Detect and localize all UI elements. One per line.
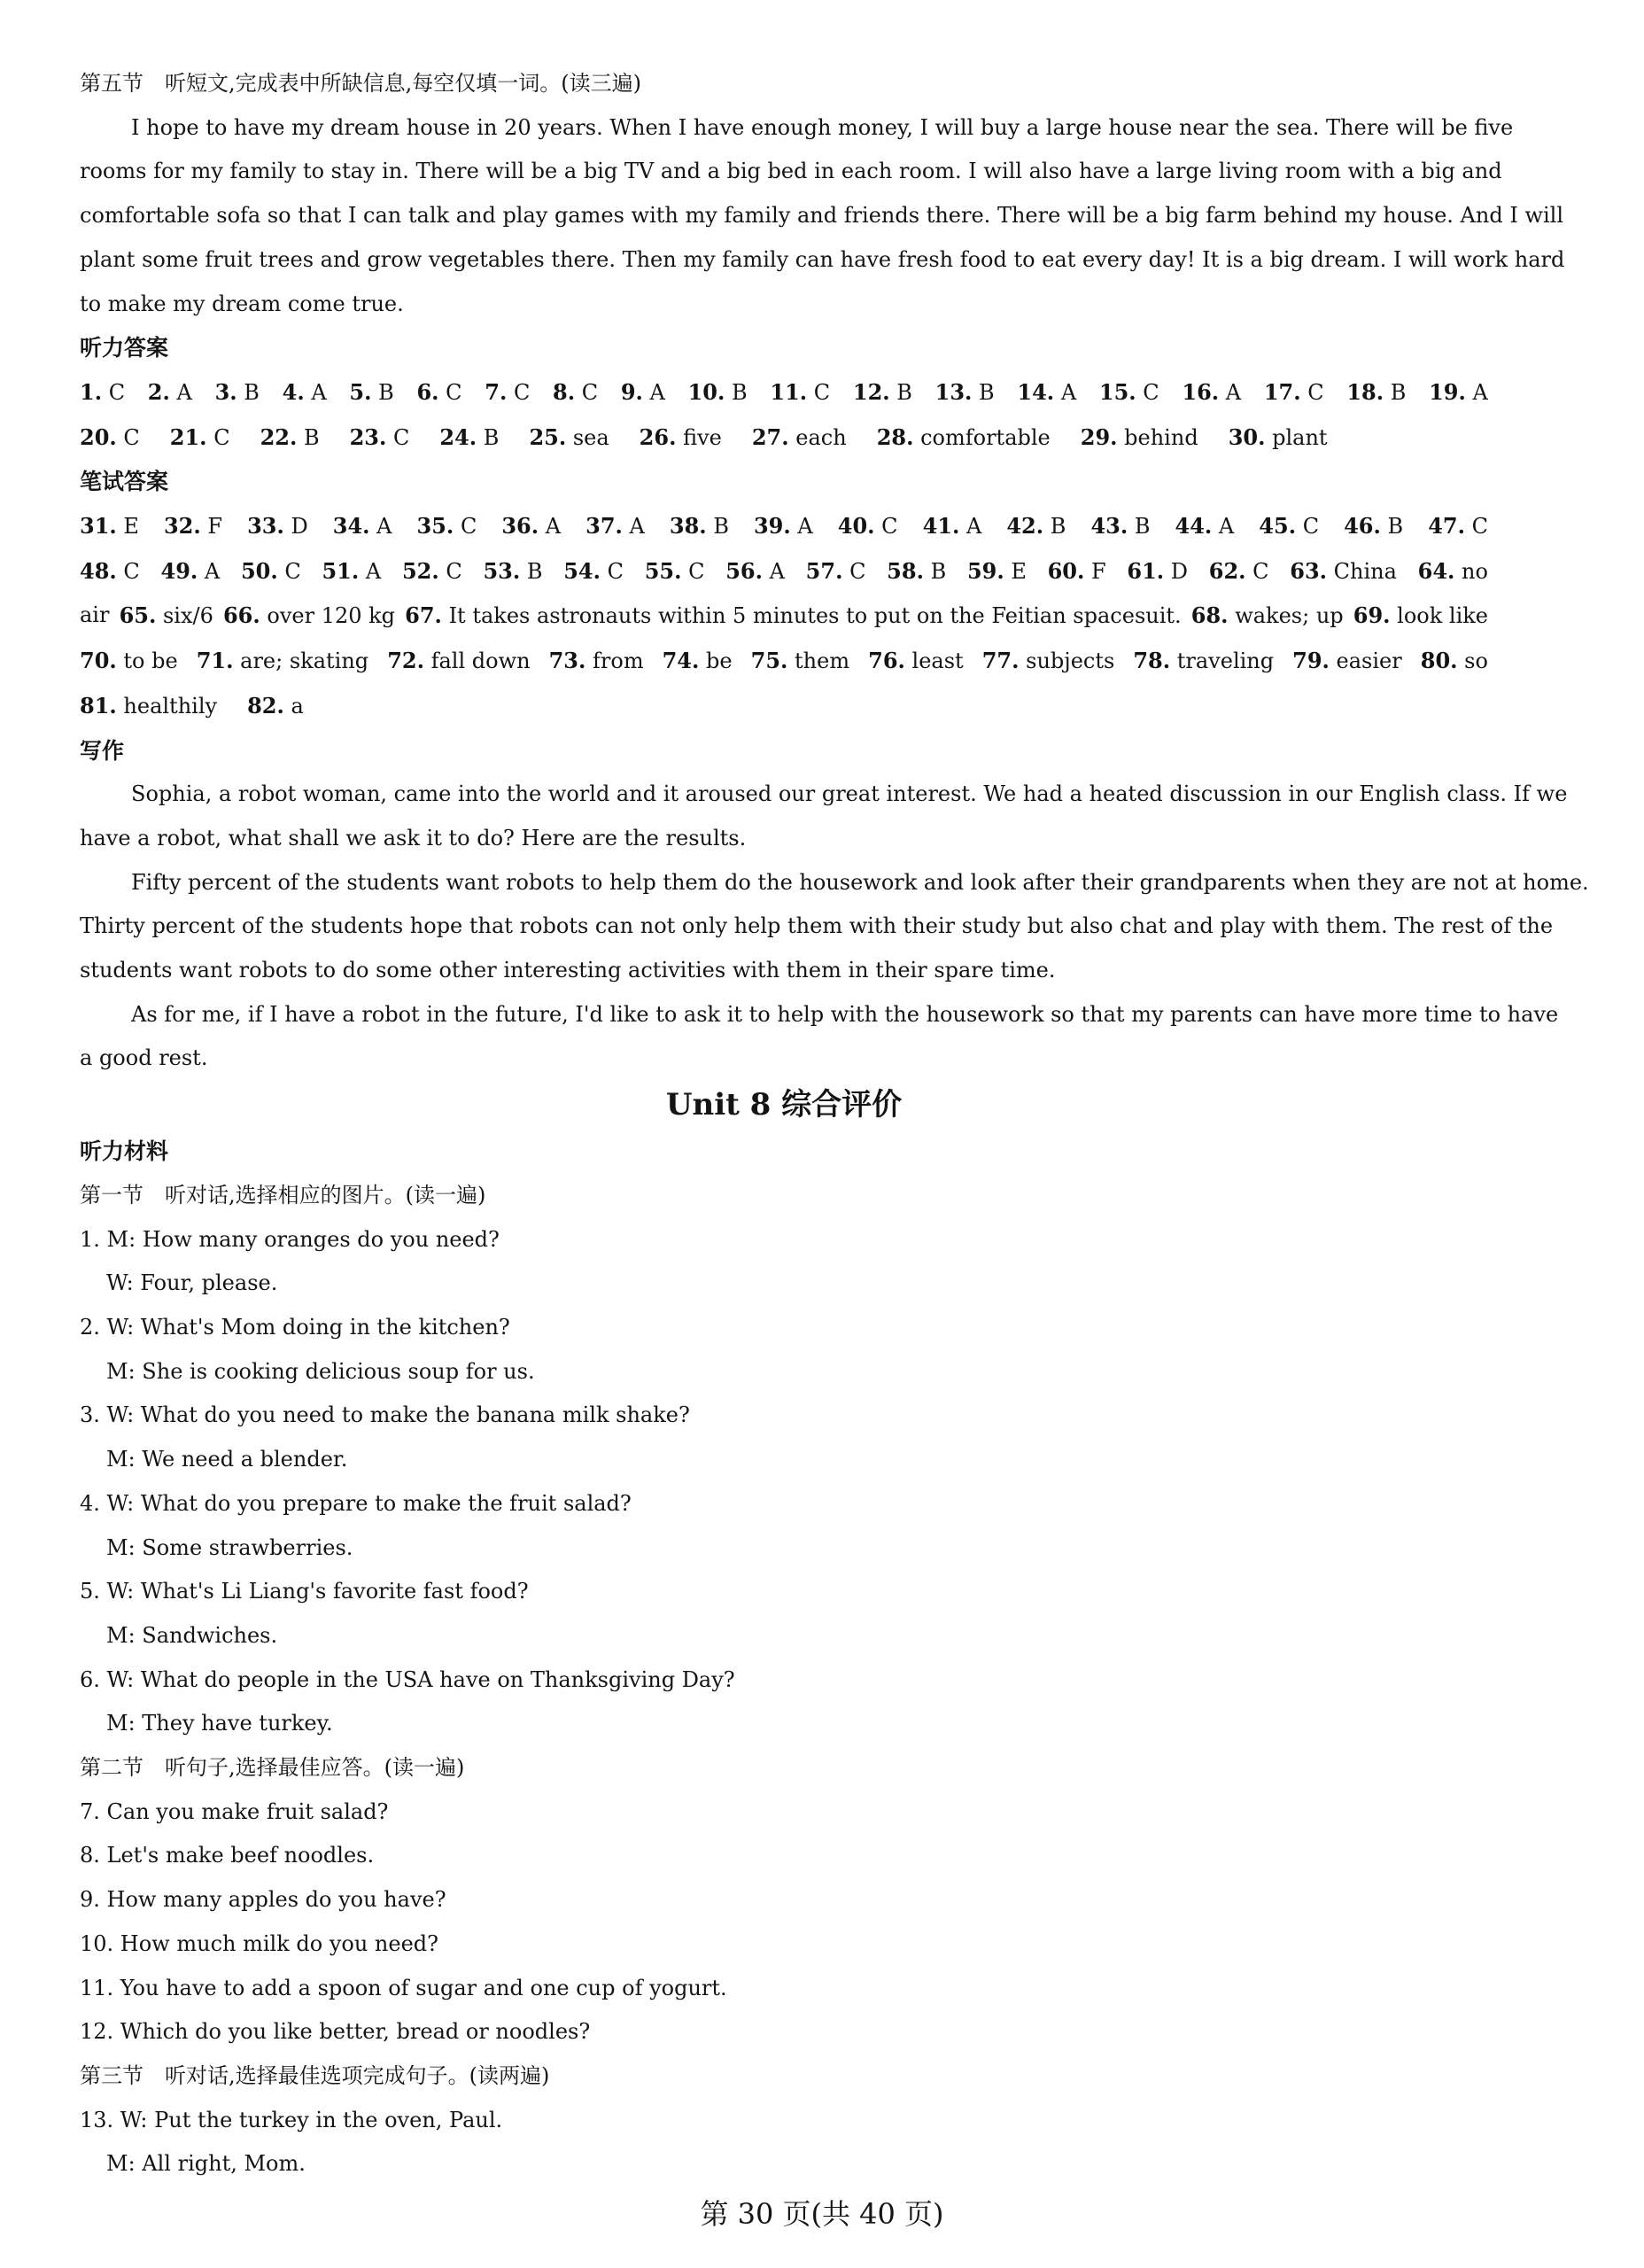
answer-item <box>688 370 748 416</box>
answer-text: C <box>1307 379 1324 405</box>
answer-item <box>752 416 847 461</box>
answer-text: F <box>207 514 223 540</box>
answer-item <box>1127 549 1188 594</box>
essay-line: students want robots to do some other interesting activities with them in their spare time. <box>80 958 1056 983</box>
answer-text: C <box>123 424 140 450</box>
answer-item <box>1259 504 1319 549</box>
answer-number: 27. <box>751 423 789 450</box>
answer-text: B <box>896 379 912 405</box>
answer-number: 8. <box>553 378 576 405</box>
answer-item <box>349 370 393 416</box>
answer-item <box>1418 549 1488 594</box>
answer-item <box>853 370 912 416</box>
page-footer: 第 30 页(共 40 页) <box>700 2197 944 2231</box>
answer-number: 12. <box>852 378 890 405</box>
passage-line: to make my dream come true. <box>80 291 404 316</box>
answer-number: 45. <box>1259 513 1297 540</box>
answer-text: from <box>593 649 644 674</box>
answer-item <box>1344 504 1403 549</box>
answer-row <box>80 549 1488 594</box>
answer-number: 13. <box>934 378 973 405</box>
answer-item <box>1209 549 1269 594</box>
written-answers-heading: 笔试答案 <box>80 469 169 495</box>
answer-row <box>80 684 1488 729</box>
answer-number: 24. <box>439 423 477 450</box>
sentence-item: 11. You have to add a spoon of sugar and one cup of yogurt. <box>80 1975 727 2000</box>
answer-number: 74. <box>662 648 700 674</box>
answer-item <box>1346 370 1406 416</box>
answer-item <box>1133 639 1274 684</box>
answer-number: 77. <box>981 648 1020 674</box>
answer-text: It takes astronauts within 5 minutes to put on the Feitian spacesuit. <box>448 603 1182 629</box>
answer-number: 34. <box>332 513 370 540</box>
answer-item <box>164 504 222 549</box>
answer-text: no <box>1462 558 1488 584</box>
answer-text: A <box>545 514 562 540</box>
answer-text: six/6 <box>162 603 213 629</box>
answer-text: least <box>911 649 964 674</box>
answer-number: 49. <box>160 557 198 584</box>
answer-text: B <box>378 379 394 405</box>
answer-item <box>1048 549 1106 594</box>
answer-number: 57. <box>805 557 843 584</box>
answer-item <box>241 549 301 594</box>
dialog-question: 2. W: What's Mom doing in the kitchen? <box>80 1314 510 1340</box>
answer-number: 28. <box>876 423 914 450</box>
answer-text: A <box>649 379 665 405</box>
answer-text: so <box>1464 649 1488 674</box>
answer-number: 64. <box>1417 557 1455 584</box>
essay-line: have a robot, what shall we ask it to do? Here are the results. <box>80 825 747 850</box>
answer-item <box>670 504 729 549</box>
answer-item <box>1017 370 1076 416</box>
essay-line: Fifty percent of the students want robots to help them do the housework and look after their grandparents when they are not at home. <box>131 869 1589 895</box>
answer-row <box>80 639 1488 684</box>
answer-item <box>80 639 178 684</box>
answer-text: B <box>303 424 320 450</box>
answer-text: D <box>1170 558 1189 584</box>
answer-item <box>887 549 946 594</box>
answer-number: 23. <box>349 423 387 450</box>
answer-item <box>1006 504 1066 549</box>
answer-text: are; skating <box>240 649 369 674</box>
essay-line: As for me, if I have a robot in the future, I'd like to ask it to help with the housework so that my parents can have more time to have <box>131 1001 1559 1027</box>
answer-text: C <box>108 379 126 405</box>
answer-number: 36. <box>501 513 539 540</box>
answer-item <box>148 370 192 416</box>
answer-number: 25. <box>529 423 567 450</box>
essay-line: a good rest. <box>80 1045 208 1071</box>
answer-text: B <box>526 558 543 584</box>
dialog-reply: M: Some strawberries. <box>106 1534 353 1560</box>
sentence-item: 7. Can you make fruit salad? <box>80 1798 389 1824</box>
answer-text: C <box>393 424 410 450</box>
answer-text: over 120 kg <box>267 603 396 629</box>
answer-number: 19. <box>1429 378 1466 405</box>
answer-number: 4. <box>282 378 305 405</box>
answer-text: A <box>1060 379 1077 405</box>
answer-number: 2. <box>147 378 170 405</box>
answer-number: 69. <box>1353 602 1391 629</box>
answer-text: A <box>204 558 221 584</box>
answer-item <box>1090 504 1150 549</box>
answer-text: C <box>849 558 866 584</box>
answer-item <box>417 504 477 549</box>
answer-number: 47. <box>1428 513 1465 540</box>
section-1-title: 第一节 听对话,选择相应的图片。(读一遍) <box>80 1182 486 1208</box>
answer-text: plant <box>1272 424 1328 450</box>
answer-item <box>1290 549 1397 594</box>
answer-text: sea <box>572 424 609 450</box>
answer-item <box>1428 504 1488 549</box>
answer-text: C <box>1143 379 1159 405</box>
passage-line: comfortable sofa so that I can talk and play games with my family and friends there. There will be a big farm behind my house. And I will <box>80 203 1564 229</box>
answer-number: 52. <box>401 557 439 584</box>
answer-text: subjects <box>1026 649 1115 674</box>
answer-text: C <box>813 379 831 405</box>
answer-item <box>967 549 1027 594</box>
answer-item <box>1191 594 1344 639</box>
answer-number: 38. <box>669 513 707 540</box>
answer-text: five <box>683 424 722 450</box>
answer-number: 21. <box>169 423 207 450</box>
answer-item <box>120 594 213 639</box>
answer-number: 6. <box>416 378 439 405</box>
answer-text: traveling <box>1176 649 1275 674</box>
answer-item <box>161 549 221 594</box>
answer-item <box>405 594 1182 639</box>
answer-item <box>80 504 139 549</box>
answer-text: comfortable <box>920 424 1051 450</box>
answer-number: 1. <box>80 378 103 405</box>
answer-item <box>1353 594 1488 639</box>
material-heading: 听力材料 <box>80 1138 169 1165</box>
answer-text: B <box>483 424 500 450</box>
answer-item <box>640 416 722 461</box>
answer-number: 81. <box>80 692 117 718</box>
dialog-reply: M: They have turkey. <box>106 1711 333 1736</box>
answer-item <box>1081 416 1198 461</box>
dialog-question: 5. W: What's Li Liang's favorite fast food? <box>80 1579 529 1604</box>
answer-text: A <box>176 379 192 405</box>
answer-number: 53. <box>483 557 521 584</box>
answer-number: 78. <box>1133 648 1171 674</box>
answer-text: B <box>1134 514 1151 540</box>
answer-number: 48. <box>80 557 117 584</box>
answer-text: C <box>446 558 462 584</box>
answer-text: A <box>1225 379 1242 405</box>
answer-row <box>80 416 1488 461</box>
answer-item <box>1264 370 1324 416</box>
answer-number: 51. <box>322 557 360 584</box>
answer-number: 20. <box>80 423 117 450</box>
section-title: 第五节 听短文,完成表中所缺信息,每空仅填一词。(读三遍) <box>80 71 641 96</box>
answer-item <box>260 416 320 461</box>
answer-text: B <box>713 514 729 540</box>
answer-number: 55. <box>644 557 682 584</box>
sentence-item: 9. How many apples do you have? <box>80 1887 446 1913</box>
answer-number: 71. <box>196 648 234 674</box>
answer-text: C <box>581 379 599 405</box>
answer-item <box>751 639 849 684</box>
answer-text: C <box>460 514 477 540</box>
answer-text: F <box>1091 558 1106 584</box>
answer-text: C <box>446 379 462 405</box>
writing-heading: 写作 <box>80 737 125 764</box>
answer-item <box>549 639 644 684</box>
dialog-reply: M: She is cooking delicious soup for us. <box>106 1358 535 1384</box>
answer-text: be <box>706 649 733 674</box>
answer-text: wakes; up <box>1235 603 1344 629</box>
answer-number: 73. <box>548 648 586 674</box>
answer-number: 10. <box>687 378 725 405</box>
answer-number: 37. <box>585 513 623 540</box>
answer-item <box>868 639 964 684</box>
answer-item <box>935 370 995 416</box>
answer-number: 68. <box>1190 602 1229 629</box>
answer-text: A <box>1218 514 1235 540</box>
answer-item <box>402 549 462 594</box>
dialog-reply: W: Four, please. <box>106 1270 278 1296</box>
answer-text: C <box>688 558 705 584</box>
sentence-item: 12. Which do you like better, bread or noodles? <box>80 2019 591 2045</box>
answer-item <box>1229 416 1328 461</box>
answer-item <box>621 370 665 416</box>
answer-text: A <box>1472 379 1488 405</box>
answer-number: 72. <box>387 648 424 674</box>
answer-text: A <box>769 558 785 584</box>
answer-item <box>80 549 140 594</box>
answer-number: 54. <box>563 557 601 584</box>
answer-item <box>1292 639 1402 684</box>
answer-text: E <box>1011 558 1027 584</box>
answer-text: China <box>1333 558 1397 584</box>
answer-item <box>483 549 542 594</box>
answer-item <box>563 549 624 594</box>
answer-number: 41. <box>922 513 960 540</box>
answer-number: 46. <box>1344 513 1381 540</box>
passage-line: I hope to have my dream house in 20 years. When I have enough money, I will buy a large house near the sea. There will be five <box>131 114 1514 140</box>
answer-row <box>80 594 1488 639</box>
answer-item <box>223 594 395 639</box>
answer-text: each <box>795 424 847 450</box>
answer-item <box>416 370 461 416</box>
answer-item <box>501 504 561 549</box>
answer-number: 58. <box>887 557 924 584</box>
answer-number: 32. <box>163 513 201 540</box>
passage-line: plant some fruit trees and grow vegetables there. Then my family can have fresh food to eat every day! It is a big dream. I will work hard <box>80 246 1565 272</box>
listening-answers-heading: 听力答案 <box>80 335 169 361</box>
answer-text: A <box>311 379 327 405</box>
dialog-reply: M: All right, Mom. <box>106 2151 306 2177</box>
answer-number: 5. <box>349 378 372 405</box>
dialog-question: 13. W: Put the turkey in the oven, Paul. <box>80 2107 503 2132</box>
answer-text: C <box>123 558 140 584</box>
answer-text: C <box>213 424 230 450</box>
answer-number: 50. <box>240 557 278 584</box>
answer-text: C <box>513 379 531 405</box>
answer-item <box>80 416 140 461</box>
answer-item <box>80 370 125 416</box>
answer-text: A <box>629 514 645 540</box>
answer-item <box>663 639 733 684</box>
answer-number: 80. <box>1420 648 1458 674</box>
answer-number: 62. <box>1208 557 1246 584</box>
answer-number: 30. <box>1228 423 1266 450</box>
answer-item <box>333 504 392 549</box>
answer-item <box>322 549 381 594</box>
answer-item <box>387 639 530 684</box>
answer-item <box>350 416 410 461</box>
answer-number: 70. <box>80 648 117 674</box>
dialog-reply: M: Sandwiches. <box>106 1622 278 1648</box>
answer-item <box>215 370 260 416</box>
answer-item <box>170 416 230 461</box>
answer-number: 18. <box>1346 378 1384 405</box>
answer-number: 35. <box>416 513 454 540</box>
content <box>80 62 1589 2186</box>
answer-item <box>283 370 327 416</box>
answer-number: 17. <box>1263 378 1301 405</box>
answer-text: a <box>291 693 304 718</box>
answer-text: fall down <box>430 649 531 674</box>
answer-text: C <box>607 558 624 584</box>
answer-row <box>80 370 1488 416</box>
answer-number: 56. <box>725 557 763 584</box>
passage-line: rooms for my family to stay in. There will be a big TV and a big bed in each room. I will also have a large living room with a big and <box>80 159 1502 184</box>
answer-number: 44. <box>1175 513 1213 540</box>
answer-text: air <box>80 602 110 628</box>
sentence-item: 8. Let's make beef noodles. <box>80 1843 375 1868</box>
answer-text: A <box>797 514 813 540</box>
answer-text: C <box>881 514 898 540</box>
answer-item <box>197 639 368 684</box>
dialog-question: 6. W: What do people in the USA have on Thanksgiving Day? <box>80 1666 735 1692</box>
answer-item <box>725 549 785 594</box>
answer-number: 22. <box>260 423 298 450</box>
answer-item <box>80 594 109 639</box>
answer-text: easier <box>1336 649 1402 674</box>
answer-number: 60. <box>1047 557 1085 584</box>
answer-item <box>247 504 308 549</box>
answer-item <box>247 684 304 729</box>
answer-number: 29. <box>1080 423 1118 450</box>
answer-number: 14. <box>1017 378 1055 405</box>
answer-item <box>645 549 705 594</box>
answer-text: B <box>1050 514 1066 540</box>
answer-text: B <box>244 379 260 405</box>
answer-item <box>838 504 898 549</box>
sentence-item: 10. How much milk do you need? <box>80 1930 438 1956</box>
answer-item <box>923 504 982 549</box>
answer-number: 67. <box>405 602 442 629</box>
answer-item <box>770 370 830 416</box>
dialog-question: 4. W: What do you prepare to make the fruit salad? <box>80 1490 632 1516</box>
answer-item <box>529 416 609 461</box>
answer-item <box>877 416 1051 461</box>
answer-text: B <box>930 558 947 584</box>
answer-text: C <box>284 558 301 584</box>
answer-text: look like <box>1397 603 1488 629</box>
answer-item <box>585 504 645 549</box>
answer-number: 61. <box>1127 557 1165 584</box>
answer-text: A <box>365 558 382 584</box>
answer-number: 65. <box>119 602 157 629</box>
answer-number: 75. <box>750 648 788 674</box>
answer-text: healthily <box>123 693 218 718</box>
essay-line: Sophia, a robot woman, came into the world and it aroused our great interest. We had a heated discussion in our English class. If we <box>131 781 1568 807</box>
answer-text: B <box>979 379 995 405</box>
answer-text: them <box>795 649 850 674</box>
answer-text: B <box>1390 379 1407 405</box>
answer-item <box>1429 370 1488 416</box>
answer-text: behind <box>1124 424 1198 450</box>
unit-title: Unit 8 综合评价 <box>665 1087 903 1123</box>
answer-item <box>80 684 217 729</box>
answer-row <box>80 504 1488 549</box>
answer-number: 26. <box>639 423 677 450</box>
answer-number: 59. <box>966 557 1004 584</box>
answer-number: 43. <box>1090 513 1128 540</box>
answer-item <box>754 504 813 549</box>
answer-number: 15. <box>1098 378 1136 405</box>
answer-number: 42. <box>1006 513 1044 540</box>
answer-text: C <box>1471 514 1488 540</box>
answer-item <box>982 639 1115 684</box>
answer-number: 3. <box>214 378 237 405</box>
answer-text: B <box>732 379 748 405</box>
answer-text: to be <box>123 649 178 674</box>
answer-number: 11. <box>770 378 808 405</box>
answer-item <box>439 416 499 461</box>
answer-number: 9. <box>620 378 643 405</box>
answer-text: C <box>1302 514 1320 540</box>
answer-number: 82. <box>247 692 284 718</box>
answer-number: 66. <box>222 602 260 629</box>
answer-text: A <box>376 514 392 540</box>
answer-number: 31. <box>80 513 117 540</box>
answer-text: E <box>123 514 139 540</box>
answer-item <box>1182 370 1241 416</box>
essay-line: Thirty percent of the students hope that robots can not only help them with their study but also chat and play with them. The rest of the <box>80 913 1554 939</box>
answer-item <box>806 549 866 594</box>
answer-item <box>1099 370 1159 416</box>
answer-number: 76. <box>868 648 905 674</box>
answer-number: 16. <box>1182 378 1220 405</box>
section-3-title: 第三节 听对话,选择最佳选项完成句子。(读两遍) <box>80 2062 550 2088</box>
answer-item <box>1421 639 1488 684</box>
answer-item <box>553 370 598 416</box>
answer-number: 7. <box>485 378 508 405</box>
answer-text: A <box>965 514 982 540</box>
answer-text: D <box>291 514 308 540</box>
answer-number: 63. <box>1290 557 1328 584</box>
answer-item <box>1175 504 1235 549</box>
answer-number: 39. <box>753 513 791 540</box>
dialog-reply: M: We need a blender. <box>106 1447 348 1472</box>
answer-item <box>485 370 530 416</box>
answer-number: 79. <box>1292 648 1330 674</box>
dialog-question: 1. M: How many oranges do you need? <box>80 1226 500 1252</box>
answer-number: 33. <box>247 513 284 540</box>
answer-text: B <box>1387 514 1404 540</box>
section-2-title: 第二节 听句子,选择最佳应答。(读一遍) <box>80 1755 465 1781</box>
dialog-question: 3. W: What do you need to make the banana milk shake? <box>80 1402 690 1428</box>
answer-text: C <box>1252 558 1269 584</box>
answer-number: 40. <box>837 513 875 540</box>
